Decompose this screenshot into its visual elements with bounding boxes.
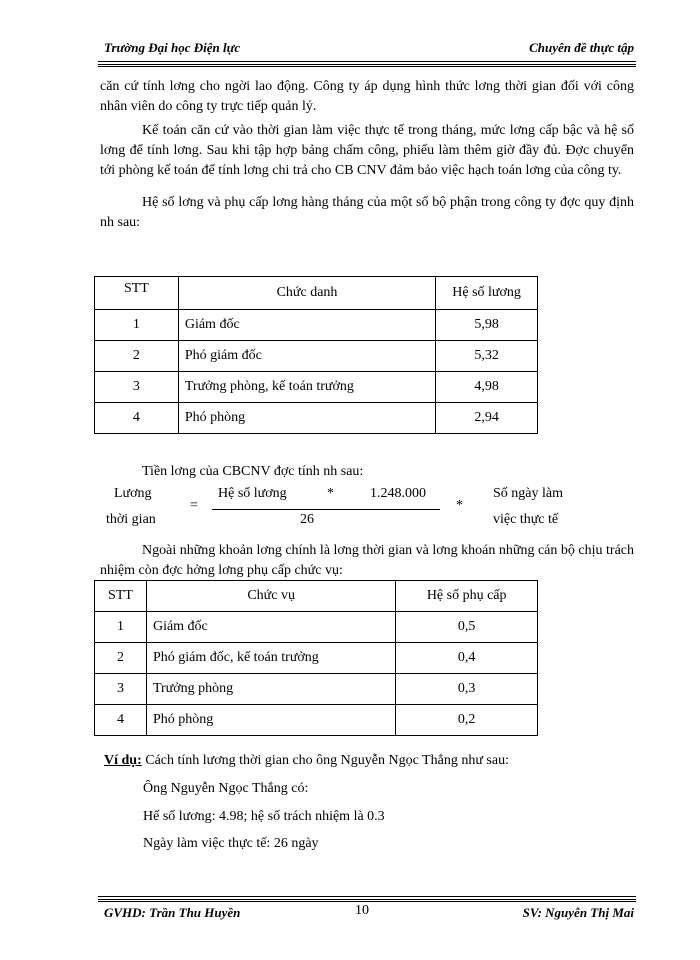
table-cell: 1: [95, 310, 179, 341]
fraction-bar: [212, 509, 440, 510]
footer-rule: [98, 896, 636, 897]
table-row: [95, 403, 538, 434]
table-cell: 0,3: [396, 674, 538, 705]
formula-left-bottom: thời gian: [106, 512, 156, 527]
formula-intro: Tiền lơng của CBCNV đợc tính nh sau:: [142, 464, 364, 479]
example-text: Cách tính lương thời gian cho ông Nguyễn Ngọc Thắng như sau:: [141, 753, 509, 768]
table-header-cell: Chức danh: [178, 277, 435, 310]
table-cell: Phó giám đốc: [178, 341, 435, 372]
table-cell: Trưởng phòng, kế toán trưởng: [178, 372, 435, 403]
table-header-cell: Chức vụ: [146, 581, 395, 612]
example-line-2: Ông Nguyễn Ngọc Thắng có:: [143, 781, 309, 796]
table-header-cell: Hệ số phụ cấp: [396, 581, 538, 612]
header-rule: [98, 61, 636, 62]
formula-numerator-a: Hệ số lương: [218, 486, 287, 501]
footer-student: SV: Nguyễn Thị Mai: [522, 905, 634, 920]
allowance-coefficient-table: [94, 580, 538, 736]
table-row: [95, 372, 538, 403]
table-cell: Phó giám đốc, kế toán trưởng: [146, 643, 395, 674]
table-cell: 4: [95, 403, 179, 434]
table-cell: 0,5: [396, 612, 538, 643]
table-cell: 5,32: [436, 341, 538, 372]
formula-times: *: [456, 498, 463, 513]
formula-denominator: 26: [300, 512, 314, 527]
formula-numerator-b: 1.248.000: [370, 486, 426, 501]
table-cell: 3: [95, 674, 147, 705]
table-row: [95, 612, 538, 643]
paragraph-3: Hệ số lơng và phụ cấp lơng hàng tháng của một số bộ phận trong công ty đợc quy định nh sau:: [100, 195, 634, 230]
table-cell: Giám đốc: [178, 310, 435, 341]
table-cell: Phó phòng: [178, 403, 435, 434]
example-line-1: [104, 753, 509, 769]
formula-numerator-op: *: [327, 486, 334, 501]
example-line-3: Hế số lương: 4.98; hệ số trách nhiệm là 0.3: [143, 809, 385, 824]
header-topic: Chuyên đề thực tập: [529, 40, 634, 55]
footer-supervisor: GVHD: Trần Thu Huyền: [104, 905, 241, 920]
table-cell: 2,94: [436, 403, 538, 434]
table-header-row: [95, 581, 538, 612]
table-cell: 3: [95, 372, 179, 403]
paragraph-4: Ngoài những khoản lơng chính là lơng thời gian và lơng khoán những cán bộ chịu trách nhiệm còn đợc hởng lơng phụ cấp chức vụ:: [100, 543, 634, 578]
table-cell: 0,4: [396, 643, 538, 674]
table-row: [95, 674, 538, 705]
table-cell: 4,98: [436, 372, 538, 403]
table-header-cell: Hệ số lương: [436, 277, 538, 310]
table-row: [95, 341, 538, 372]
table-cell: 2: [95, 643, 147, 674]
table-header-cell: STT: [95, 277, 179, 310]
table-cell: 4: [95, 705, 147, 736]
formula-equals: =: [190, 498, 198, 513]
table-row: [95, 643, 538, 674]
table-cell: Giám đốc: [146, 612, 395, 643]
salary-coefficient-table: [94, 276, 538, 434]
header-rule-double: [98, 64, 636, 67]
footer-rule-double: [98, 899, 636, 902]
table-cell: 5,98: [436, 310, 538, 341]
page-number: 10: [355, 903, 369, 918]
table-cell: 2: [95, 341, 179, 372]
paragraph-2: Kế toán căn cứ vào thời gian làm việc thực tế trong tháng, mức lơng cấp bậc và hệ số lơng để tính lơng. Sau khi tập hợp bảng chấm công, phiếu làm thêm giờ đầy đủ. Đợc chuyển tới phòng kế toán để tính lơng chi trả cho CB CNV đảm bảo việc hạch toán lơng của công ty.: [100, 123, 634, 178]
formula-right-bottom: việc thực tế: [493, 512, 559, 527]
table-cell: Trưởng phòng: [146, 674, 395, 705]
example-label: Ví dụ:: [104, 753, 142, 768]
table-cell: Phó phòng: [146, 705, 395, 736]
paragraph-1: căn cứ tính lơng cho ngời lao động. Công ty áp dụng hình thức lơng thời gian đối với công nhân viên do công ty trực tiếp quản lý.: [100, 79, 634, 114]
table-header-cell: STT: [95, 581, 147, 612]
table-cell: 1: [95, 612, 147, 643]
example-line-4: Ngày làm việc thực tế: 26 ngày: [143, 836, 319, 851]
formula-right-top: Số ngày làm: [493, 486, 563, 501]
table-row: [95, 705, 538, 736]
table-row: [95, 310, 538, 341]
header-school: Trường Đại học Điện lực: [104, 40, 241, 55]
formula-left-top: Lương: [114, 486, 152, 501]
table-cell: 0,2: [396, 705, 538, 736]
table-header-row: [95, 277, 538, 310]
